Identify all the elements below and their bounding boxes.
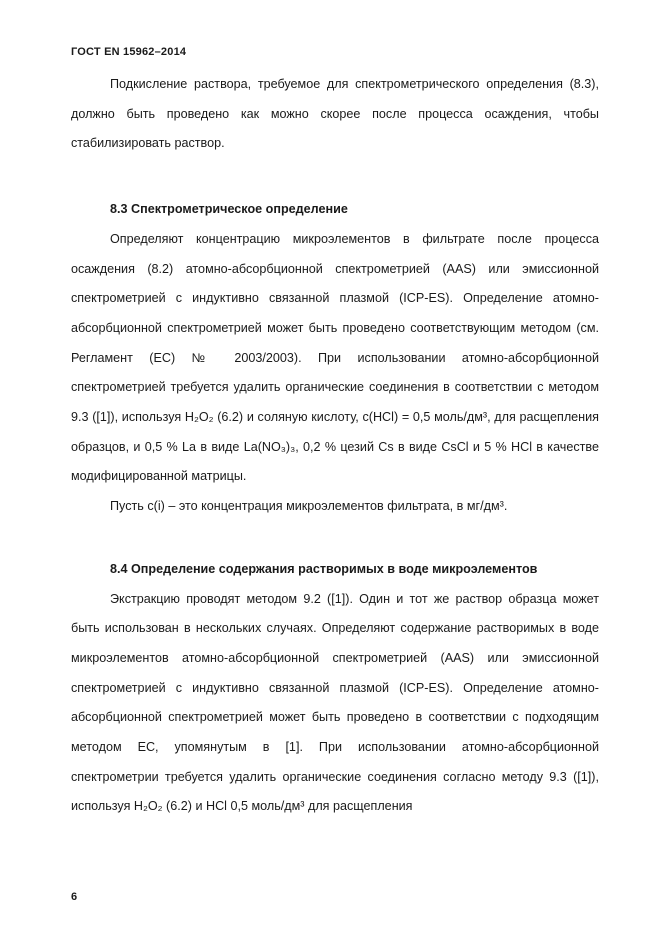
paragraph-concentration-definition: Пусть c(i) – это концентрация микроэлементов фильтрата, в мг/дм³. [110,499,508,514]
section-heading-8-4: 8.4 Определение содержания растворимых в воде микроэлементов [110,561,538,576]
section-spacer [71,159,599,195]
document-body [71,70,599,822]
paragraph-acidification: Подкисление раствора, требуемое для спектрометрического определения (8.3), должно быть проведено как можно скорее после процесса осаждения, чтобы стабилизировать раствор. [71,77,599,151]
paragraph-spectrometric-determination: Определяют концентрацию микроэлементов в фильтрате после процесса осаждения (8.2) атомно-абсорбционной спектрометрией (AAS) или эмиссионной спектрометрией с индуктивно связанной плазмой (ICP-ES). Определение атомно-абсорбционной спектрометрией может быть проведено соответствующим методом (см. Регламент (ЕС) № 2003/2003). При использовании атомно-абсорбционной спектрометрией требуется удалить органические соединения в соответствии с методом 9.3 ([1]), используя H₂O₂ (6.2) и соляную кислоту, c(HCl) = 0,5 моль/дм³, для расщепления образцов, и 0,5 % La в виде La(NO₃)₃, 0,2 % цезий Cs в виде CsCl и 5 % HCl в качестве модифицированной матрицы. [71,231,599,484]
section-spacer [71,522,599,555]
document-code-header: ГОСТ EN 15962–2014 [71,46,187,58]
page-number: 6 [71,891,78,903]
section-heading-8-3: 8.3 Спектрометрическое определение [110,202,348,217]
paragraph-water-soluble-determination: Экстракцию проводят методом 9.2 ([1]). Один и тот же раствор образца может быть использован в нескольких случаях. Определяют содержание растворимых в воде микроэлементов атомно-абсорбционной спектрометрией (AAS) или эмиссионной спектрометрией с индуктивно связанной плазмой (ICP-ES). Определение атомно-абсорбционной спектрометрией может быть проведено в соответствии с подходящим методом ЕС, упомянутым в [1]. При использовании атомно-абсорбционной спектрометрии требуется удалить органические соединения согласно методу 9.3 ([1]), используя H₂O₂ (6.2) и HCl 0,5 моль/дм³ для расщепления [71,591,599,814]
